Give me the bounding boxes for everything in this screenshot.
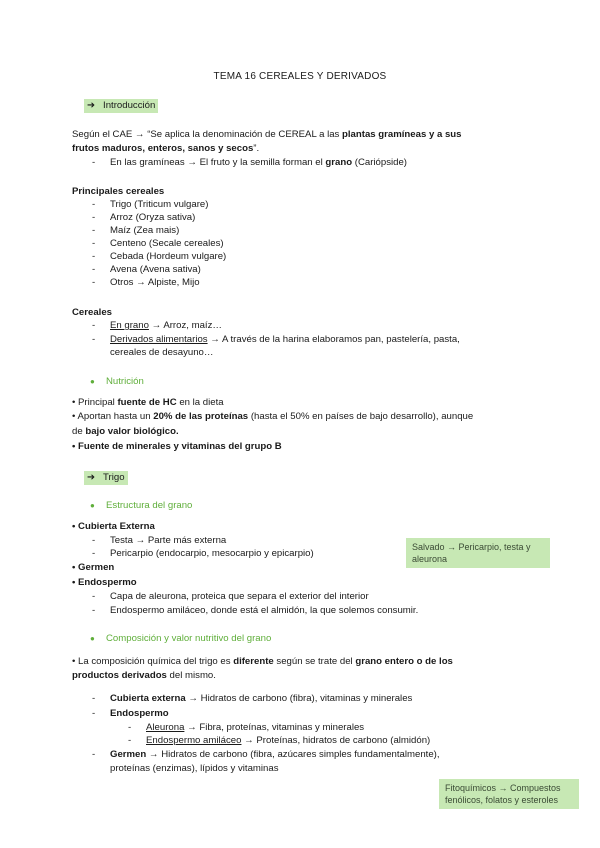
list-item: - Capa de aleurona, proteica que separa el exterior del interior (92, 591, 369, 602)
list-item: - Arroz (Oryza sativa) (92, 212, 196, 223)
germen-heading: • Germen (72, 562, 115, 573)
fitoquimicos-note: Fitoquímicos → Compuestos fenólicos, folatos y esteroles (439, 779, 579, 809)
arrow-right-icon: ➔ (87, 472, 96, 483)
nutricion-line-2: • Aportan hasta un 20% de las proteínas (hasta el 50% en países de bajo desarrollo), aunque (72, 411, 474, 422)
list-item: - Maíz (Zea mais) (92, 225, 180, 236)
list-item: - Pericarpio (endocarpio, mesocarpio y epicarpio) (92, 548, 314, 559)
section-heading-composicion: ● Composición y valor nutritivo del grano (90, 633, 272, 644)
list-item: - Otros → Alpiste, Mijo (92, 277, 200, 288)
principales-heading: Principales cereales (72, 186, 165, 197)
derivados-item-cont: cereales de desayuno… (110, 347, 214, 358)
list-item: - Endospermo amiláceo, donde está el almidón, la que solemos consumir. (92, 605, 419, 616)
aleurona-subitem: - Aleurona → Fibra, proteínas, vitaminas y minerales (128, 722, 365, 733)
bullet-icon: ● (90, 377, 95, 386)
cae-line-1: Según el CAE → “Se aplica la denominación de CEREAL a las plantas gramíneas y a sus (72, 129, 462, 140)
list-item: - Trigo (Triticum vulgare) (92, 199, 209, 210)
composicion-line-1: • La composición química del trigo es diferente según se trate del grano entero o de los (72, 656, 453, 667)
list-item: - Testa → Parte más externa (92, 535, 227, 546)
cubierta-heading: • Cubierta Externa (72, 521, 155, 532)
germen-item-cont: proteínas (enzimas), lípidos y vitaminas (110, 763, 279, 774)
derivados-item: - Derivados alimentarios → A través de la harina elaboramos pan, pastelería, pasta, (92, 334, 460, 345)
section-heading-intro: ➔ Introducción (84, 99, 158, 112)
list-item: - Centeno (Secale cereales) (92, 238, 224, 249)
nutricion-line-4: • Fuente de minerales y vitaminas del grupo B (72, 441, 282, 452)
list-item: - Avena (Avena sativa) (92, 264, 201, 275)
bullet-icon: ● (90, 634, 95, 643)
nutricion-line-1: • Principal fuente de HC en la dieta (72, 397, 224, 408)
cubierta-item: - Cubierta externa → Hidratos de carbono (fibra), vitaminas y minerales (92, 693, 413, 704)
nutricion-line-3: de bajo valor biológico. (72, 426, 179, 437)
cae-line-2: frutos maduros, enteros, sanos y secos”. (72, 143, 260, 154)
germen-item: - Germen → Hidratos de carbono (fibra, azúcares simples fundamentalmente), (92, 749, 440, 760)
section-heading-nutricion: ● Nutrición (90, 376, 144, 387)
list-item: - Cebada (Hordeum vulgare) (92, 251, 227, 262)
page-title: TEMA 16 CEREALES Y DERIVADOS (213, 71, 387, 82)
bullet-icon: ● (90, 501, 95, 510)
endospermo-item: - Endospermo (92, 708, 169, 719)
section-heading-estructura: ● Estructura del grano (90, 500, 193, 511)
gramineas-item: - En las gramíneas → El fruto y la semilla forman el grano (Cariópside) (92, 157, 407, 168)
composicion-line-2: productos derivados del mismo. (72, 670, 216, 681)
endospermo-heading: • Endospermo (72, 577, 137, 588)
cereales-heading: Cereales (72, 307, 113, 318)
section-heading-trigo: ➔ Trigo (84, 471, 128, 484)
salvado-note: Salvado → Pericarpio, testa y aleurona (406, 538, 550, 568)
amilaceo-subitem: - Endospermo amiláceo → Proteínas, hidratos de carbono (almidón) (128, 735, 431, 746)
en-grano-item: - En grano → Arroz, maíz… (92, 320, 222, 331)
arrow-right-icon: ➔ (87, 100, 96, 111)
